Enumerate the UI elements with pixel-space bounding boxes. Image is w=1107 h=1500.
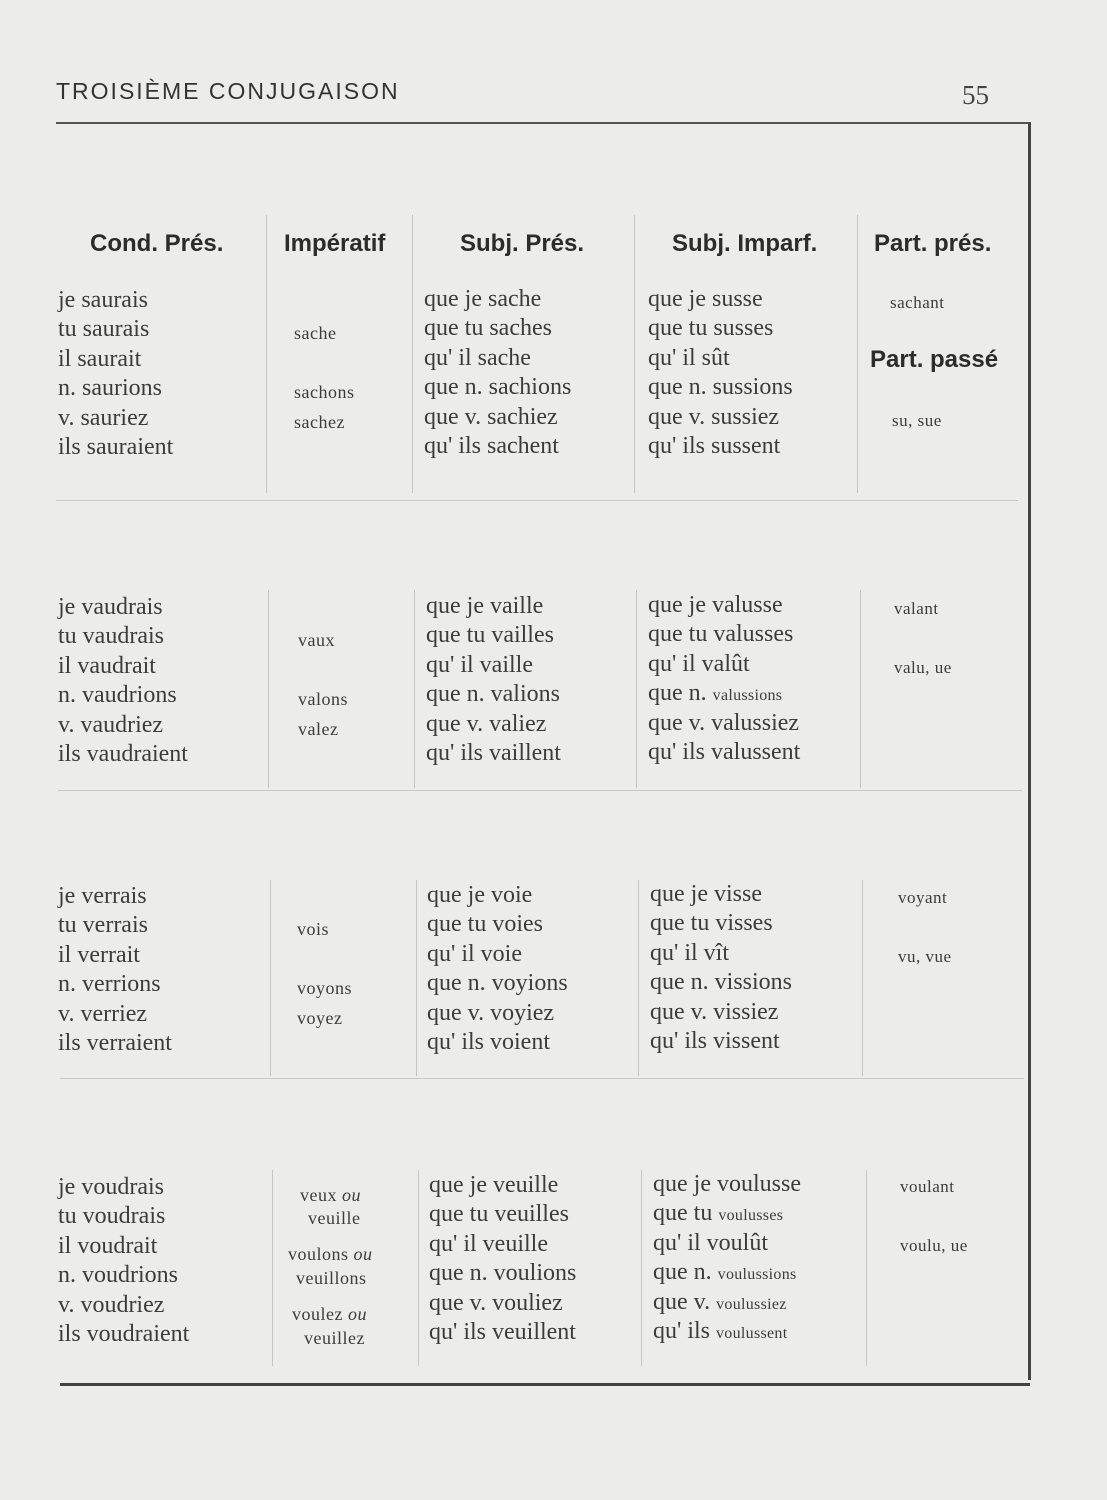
cond-form: n. voudrions [58,1262,178,1288]
imperatif-form: veuillons [296,1268,367,1288]
participe-present: voulant [900,1177,955,1196]
participe-present: sachant [890,293,945,312]
cond-form: tu saurais [58,316,150,342]
subj-imparf-form: que v. voulussiez [653,1289,787,1315]
divider [636,590,637,788]
imperatif-form: sachez [294,412,345,432]
subj-pres-form: qu' ils veuillent [429,1319,576,1345]
header-subj-pres: Subj. Prés. [460,230,585,257]
cond-form: ils vaudraient [58,741,188,767]
cond-form: ils sauraient [58,434,174,460]
subj-imparf-form: que n. voulussions [653,1259,797,1285]
divider [860,590,861,788]
subj-imparf-form: que v. sussiez [648,404,780,430]
participe-passe: su, sue [892,411,942,430]
imperatif-form: voulons ou [288,1244,373,1264]
subj-pres-form: qu' ils vaillent [426,740,561,766]
subj-imparf-form: qu' ils vissent [650,1028,780,1054]
subj-pres-form: que v. voyiez [427,1000,555,1026]
header-cond-pres: Cond. Prés. [90,230,224,257]
divider [268,590,269,788]
subj-pres-form: que v. vouliez [429,1290,563,1316]
subj-imparf-form: que je voulusse [653,1171,801,1197]
imperatif-form: veuillez [304,1328,365,1348]
subj-pres-form: que tu veuilles [429,1201,569,1227]
subj-pres-form: qu' il vaille [426,652,533,678]
section-rule [56,500,1018,501]
cond-form: tu vaudrais [58,623,164,649]
subj-pres-form: que v. sachiez [424,404,558,430]
subj-imparf-form: qu' il voulût [653,1230,768,1256]
subj-pres-form: que n. sachions [424,374,572,400]
cond-form: ils verraient [58,1030,172,1056]
page-number: 55 [962,80,989,110]
header-part-passe: Part. passé [870,346,999,373]
subj-imparf-form: qu' ils voulussent [653,1318,788,1344]
section-rule [60,1078,1024,1079]
divider [857,215,858,493]
divider [414,590,415,788]
divider [862,880,863,1076]
running-title: TROISIÈME CONJUGAISON [56,78,400,104]
imperatif-form: vois [297,919,330,939]
subj-pres-form: qu' il voie [427,941,522,967]
participe-present: voyant [898,888,948,907]
subj-imparf-form: qu' ils sussent [648,433,781,459]
subj-imparf-form: que v. valussiez [648,710,800,736]
subj-pres-form: que tu vailles [426,622,554,648]
subj-pres-form: qu' ils sachent [424,433,559,459]
participe-passe: valu, ue [894,658,952,677]
subj-imparf-form: qu' il valût [648,651,750,677]
subj-pres-form: que je vaille [426,593,544,619]
cond-form: n. saurions [58,375,162,401]
subj-pres-form: que je sache [424,286,542,312]
imperatif-form: valez [298,719,339,739]
cond-form: il verrait [58,942,140,968]
imperatif-form: veuille [308,1208,361,1228]
subj-imparf-form: qu' il vît [650,940,729,966]
cond-form: ils voudraient [58,1321,190,1347]
cond-form: il voudrait [58,1233,158,1259]
table-bottom-rule [60,1383,1030,1386]
subj-pres-form: qu' ils voient [427,1029,550,1055]
header-subj-imparf: Subj. Imparf. [672,230,818,257]
cond-form: je saurais [58,287,148,313]
divider [412,215,413,493]
imperatif-form: sachons [294,382,355,402]
subj-pres-form: que n. valions [426,681,560,707]
subj-pres-form: que n. voyions [427,970,568,996]
divider [270,880,271,1076]
header-part-pres: Part. prés. [874,230,992,257]
divider [418,1170,419,1366]
subj-pres-form: que n. voulions [429,1260,577,1286]
imperatif-form: valons [298,689,348,709]
section-rule [58,790,1022,791]
subj-pres-form: que je voie [427,882,533,908]
cond-form: je verrais [58,883,147,909]
cond-form: il saurait [58,346,142,372]
participe-passe: vu, vue [898,947,952,966]
subj-pres-form: qu' il veuille [429,1231,548,1257]
divider [634,215,635,493]
header-imperatif: Impératif [284,230,386,257]
subj-imparf-form: que je susse [648,286,763,312]
subj-imparf-form: que tu susses [648,315,774,341]
cond-form: v. voudriez [58,1292,165,1318]
cond-form: n. verrions [58,971,161,997]
subj-imparf-form: que n. vissions [650,969,793,995]
divider [416,880,417,1076]
participe-passe: voulu, ue [900,1236,968,1255]
subj-pres-form: que tu voies [427,911,543,937]
imperatif-form: voulez ou [292,1304,367,1324]
subj-pres-form: que je veuille [429,1172,559,1198]
imperatif-form: vaux [298,630,335,650]
subj-pres-form: que tu saches [424,315,552,341]
cond-form: v. sauriez [58,405,149,431]
imperatif-form: veux ou [300,1185,361,1205]
subj-pres-form: que v. valiez [426,711,547,737]
cond-form: il vaudrait [58,653,156,679]
cond-form: tu verrais [58,912,148,938]
cond-form: je voudrais [58,1174,164,1200]
subj-pres-form: qu' il sache [424,345,531,371]
subj-imparf-form: que v. vissiez [650,999,779,1025]
subj-imparf-form: que tu visses [650,910,773,936]
subj-imparf-form: que tu valusses [648,621,794,647]
participe-present: valant [894,599,939,618]
subj-imparf-form: que n. sussions [648,374,793,400]
subj-imparf-form: que n. valussions [648,680,783,706]
divider [272,1170,273,1366]
subj-imparf-form: que tu voulusses [653,1200,784,1226]
divider [641,1170,642,1366]
subj-imparf-form: que je valusse [648,592,783,618]
cond-form: n. vaudrions [58,682,177,708]
subj-imparf-form: qu' ils valussent [648,739,801,765]
subj-imparf-form: qu' il sût [648,345,730,371]
divider [266,215,267,493]
imperatif-form: voyez [297,1008,343,1028]
divider [638,880,639,1076]
cond-form: v. verriez [58,1001,148,1027]
cond-form: je vaudrais [58,594,163,620]
cond-form: v. vaudriez [58,712,164,738]
divider [866,1170,867,1366]
subj-imparf-form: que je visse [650,881,762,907]
cond-form: tu voudrais [58,1203,166,1229]
imperatif-form: sache [294,323,337,343]
imperatif-form: voyons [297,978,353,998]
